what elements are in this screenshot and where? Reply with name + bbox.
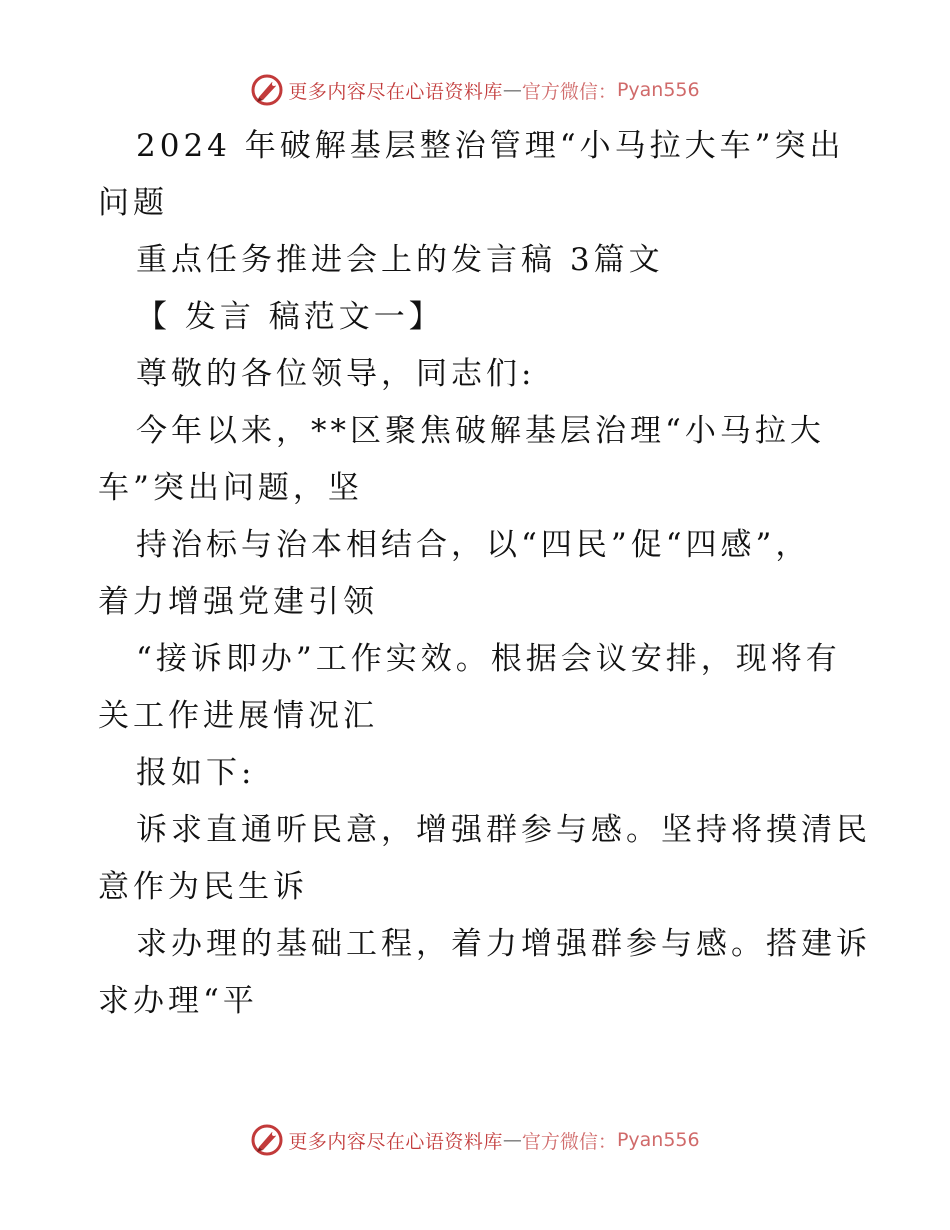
footer-watermark bbox=[0, 1120, 950, 1160]
text-line: 2024 年破解基层整治管理“小马拉大车”突出 bbox=[136, 128, 845, 164]
text-line: 意作为民生诉 bbox=[98, 869, 308, 905]
text-line: 诉求直通听民意，增强群参与感。坚持将摸清民 bbox=[136, 812, 871, 848]
watermark-separator: — bbox=[502, 1129, 522, 1151]
watermark-wechat-id: Pyan556 bbox=[616, 79, 700, 101]
pen-logo-icon bbox=[250, 1123, 284, 1157]
watermark-brand-text: 更多内容尽在心语资料库 bbox=[288, 1130, 503, 1153]
text-line: 求办理“平 bbox=[98, 983, 258, 1019]
text-line: “接诉即办”工作实效。根据会议安排，现将有 bbox=[136, 641, 841, 677]
text-line: 关工作进展情况汇 bbox=[98, 698, 378, 734]
watermark-brand-text: 更多内容尽在心语资料库 bbox=[288, 80, 503, 103]
text-line: 重点任务推进会上的发言稿 3篇文 bbox=[136, 242, 664, 278]
text-line: 着力增强党建引领 bbox=[98, 584, 378, 620]
text-line: 持治标与治本相结合，以“四民”促“四感”， bbox=[136, 527, 811, 563]
text-line: 今年以来，**区聚焦破解基层治理“小马拉大 bbox=[136, 413, 825, 449]
text-line: 求办理的基础工程，着力增强群参与感。搭建诉 bbox=[136, 926, 871, 962]
text-line: 【 发言 稿范文一】 bbox=[136, 299, 444, 335]
watermark-wechat-label: 官方微信： bbox=[521, 80, 617, 103]
pen-logo-icon bbox=[250, 73, 284, 107]
watermark-wechat-label: 官方微信： bbox=[521, 1130, 617, 1153]
text-line: 车”突出问题，坚 bbox=[98, 470, 363, 506]
header-watermark bbox=[0, 70, 950, 110]
watermark-separator: — bbox=[502, 79, 522, 101]
watermark-wechat-id: Pyan556 bbox=[616, 1129, 700, 1151]
text-line: 问题 bbox=[98, 185, 168, 221]
text-line: 尊敬的各位领导，同志们: bbox=[136, 356, 536, 392]
text-line: 报如下: bbox=[136, 755, 256, 791]
document-body bbox=[98, 118, 871, 1030]
